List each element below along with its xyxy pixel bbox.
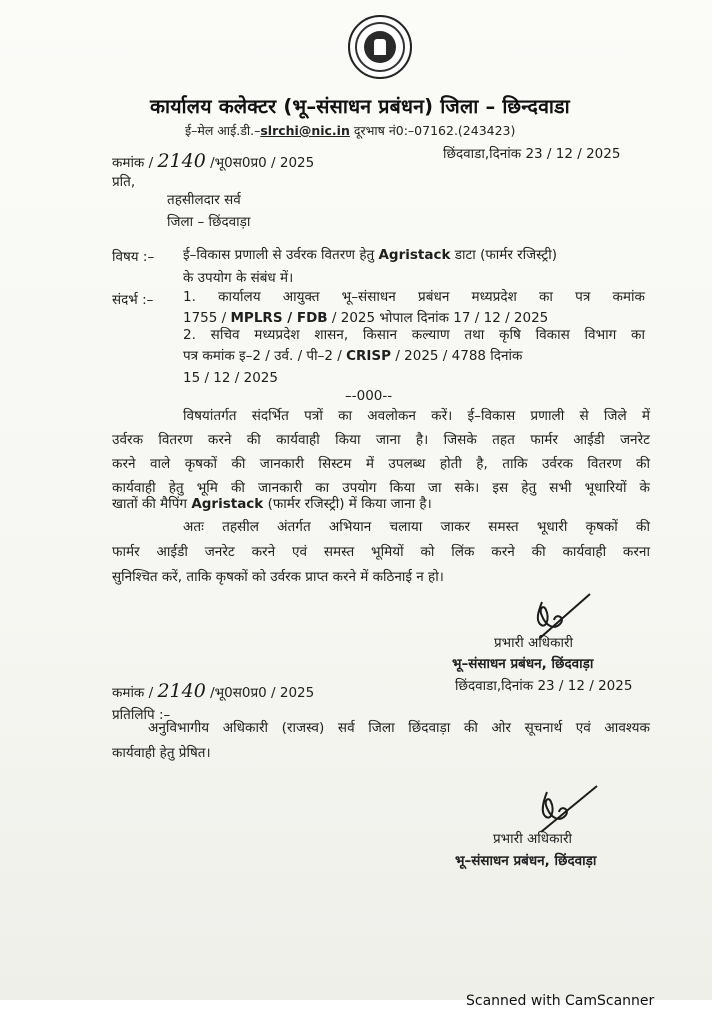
body-p1-l1: विषयांतर्गत संदर्भित पत्रों का अवलोकन करें। ई–विकास प्रणाली से जिले में [183, 408, 650, 424]
body-p2-first [183, 515, 650, 539]
ref2-b: / 2025 / 4788 दिनांक [391, 348, 523, 364]
copy-number [112, 680, 314, 702]
recipient-line1: तहसीलदार सर्व [167, 192, 241, 208]
ref2-a: पत्र कमांक इ–2 / उर्व. / पी–2 / [183, 348, 347, 364]
body-p1-l2: उर्वरक वितरण करने की कार्यवाही किया जाना है। जिसके तहत फार्मर आईडी जनरेट [112, 432, 650, 448]
email-address: slrchi@nic.in [260, 123, 350, 138]
subject-text-post: डाटा (फार्मर रजिस्ट्री) [450, 247, 557, 263]
body-p1-l4: कार्यवाही हेतु भूमि की जानकारी का उपयोग किया जा सके। इस हेतु सभी भूधारियों के [112, 480, 650, 496]
reference-1-line1: 1. कार्यालय आयुक्त भू–संसाधन प्रबंधन मध्यप्रदेश का पत्र कमांक [183, 289, 645, 305]
body-p1-l3: करने वाले कृषकों की जानकारी सिस्टम में उपलब्ध होती है, ताकि उर्वरक वितरण की [112, 456, 650, 472]
ref-suffix: /भू0स0प्र0 / 2025 [210, 155, 315, 171]
copy-date: छिंदवाडा,दिनांक 23 / 12 / 2025 [455, 678, 633, 694]
reference-label: संदर्भ :– [112, 292, 154, 308]
separator: –-000-- [345, 388, 393, 404]
ref-prefix: कमांक / [112, 155, 154, 171]
government-emblem-icon [348, 15, 412, 79]
copy-l2: कार्यवाही हेतु प्रेषित। [112, 745, 211, 761]
copy-ref-suffix: /भू0स0प्र0 / 2025 [210, 685, 315, 701]
subject-text: ई–विकास प्रणाली से उर्वरक वितरण हेतु [183, 247, 379, 263]
letter-number [112, 150, 314, 172]
reference-block [183, 285, 645, 309]
reference-2-block [183, 323, 645, 347]
subject-bold: Agristack [378, 247, 451, 263]
reference-2-line1: 2. सचिव मध्यप्रदेश शासन, किसान कल्याण तथा कृषि विकास विभाग का [183, 327, 645, 343]
contact-line [185, 122, 515, 139]
handwritten-number: 2140 [157, 150, 206, 172]
copy-label: प्रतिलिपि :– [112, 707, 171, 723]
signatory-designation-2: प्रभारी अधिकारी [493, 831, 572, 847]
copy-ref-prefix: कमांक / [112, 685, 154, 701]
camscanner-watermark: Scanned with CamScanner [466, 993, 655, 1009]
body-p1 [112, 428, 650, 500]
body-p2-l3: सुनिश्चित करें, ताकि कृषकों को उर्वरक प्राप्त करने में कठिनाई न हो। [112, 569, 444, 585]
subject-label: विषय :– [112, 249, 155, 265]
signatory-dept-1: भू–संसाधन प्रबंधन, छिंदवाड़ा [452, 656, 594, 672]
subject-line2: के उपयोग के संबंध में। [183, 270, 294, 286]
signatory-designation-1: प्रभारी अधिकारी [494, 635, 573, 651]
ref2-ab [183, 346, 522, 364]
office-title: कार्यालय कलेक्टर (भू–संसाधन प्रबंधन) जिला – छिन्दवाडा [150, 95, 570, 118]
copy-text [148, 716, 650, 740]
ref1-a: 1755 / [183, 310, 231, 326]
reference-2-line2 [183, 346, 645, 364]
body-p2-l1: अतः तहसील अंतर्गत अभियान चलाया जाकर समस्त भूधारी कृषकों की [183, 519, 650, 535]
p1-l5-a: खातों की मैपिंग [112, 496, 192, 512]
body-p1-l5 [112, 494, 432, 512]
prati: प्रति, [112, 174, 136, 190]
p1-l5-b: (फार्मर रजिस्ट्री) में किया जाना है। [263, 496, 432, 512]
email-label: ई–मेल आई.डी.– [185, 123, 261, 138]
letter-date: छिंदवाडा,दिनांक 23 / 12 / 2025 [443, 146, 621, 162]
phone-number: दूरभाष नं0:–07162.(243423) [349, 123, 516, 138]
copy-handwritten-number: 2140 [157, 680, 206, 702]
signature-mark-2 [525, 780, 605, 836]
body-p2 [112, 540, 650, 564]
ref1-bold: MPLRS / FDB [230, 310, 328, 326]
reference-2-line3: 15 / 12 / 2025 [183, 370, 278, 386]
body-p1-first [183, 404, 650, 428]
copy-l1: अनुविभागीय अधिकारी (राजस्व) सर्व जिला छिंदवाड़ा की ओर सूचनार्थ एवं आवश्यक [148, 720, 650, 736]
signatory-dept-2: भू–संसाधन प्रबंधन, छिंदवाड़ा [455, 853, 597, 869]
ref2-bold: CRISP [346, 348, 392, 364]
ref1-b: / 2025 भोपाल दिनांक 17 / 12 / 2025 [327, 310, 549, 326]
body-p2-l2: फार्मर आईडी जनरेट करने एवं समस्त भूमियों को लिंक करने की कार्यवाही करना [112, 544, 650, 560]
subject-line1 [183, 245, 557, 263]
p1-l5-bold: Agristack [191, 496, 264, 512]
recipient-line2: जिला – छिंदवाड़ा [167, 214, 251, 230]
